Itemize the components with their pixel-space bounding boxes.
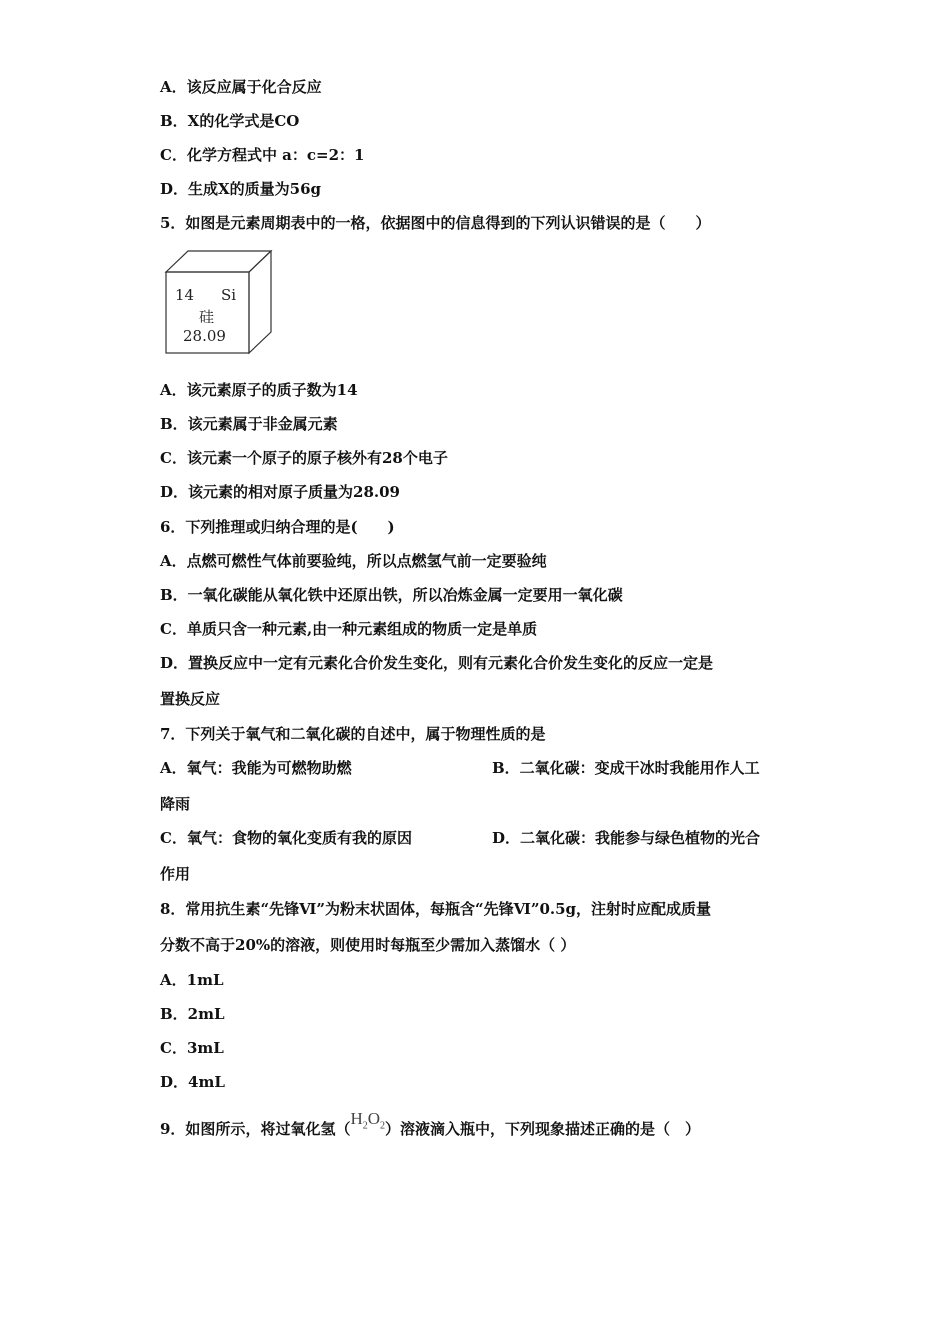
- formula-o: O: [367, 1109, 381, 1128]
- h2o2-formula: [350, 1109, 386, 1132]
- element-name: 硅: [199, 308, 215, 326]
- q8-option-a: A．1mL: [160, 971, 224, 989]
- q9-stem: [160, 1109, 701, 1146]
- q6-option-c: C．单质只含一种元素,由一种元素组成的物质一定是单质: [160, 620, 538, 638]
- q4-option-b: B．X的化学式是CO: [160, 112, 300, 130]
- q4-option-a: A．该反应属于化合反应: [160, 78, 322, 96]
- q6-option-a: A．点燃可燃性气体前要验纯，所以点燃氢气前一定要验纯: [160, 552, 547, 570]
- q7-option-b-line1: B．二氧化碳：变成干冰时我能用作人工: [492, 759, 760, 777]
- q9-stem-suffix: ）溶液滴入瓶中，下列现象描述正确的是（ ）: [385, 1120, 701, 1138]
- atomic-number: 14: [175, 286, 195, 304]
- q7-option-c: C．氧气：食物的氧化变质有我的原因: [160, 829, 412, 847]
- q4-option-d: D．生成X的质量为56g: [160, 180, 322, 198]
- formula-sub2: 2: [380, 1120, 386, 1132]
- q5-stem: 5．如图是元素周期表中的一格，依据图中的信息得到的下列认识错误的是（ ）: [160, 214, 711, 232]
- q8-stem-line2: 分数不高于20%的溶液，则使用时每瓶至少需加入蒸馏水（ ）: [160, 936, 576, 954]
- q5-option-d: D．该元素的相对原子质量为28.09: [160, 483, 400, 501]
- q7-stem: 7．下列关于氧气和二氧化碳的自述中，属于物理性质的是: [160, 725, 546, 743]
- q9-stem-prefix: 9．如图所示，将过氧化氢（: [160, 1120, 351, 1138]
- q6-option-b: B．一氧化碳能从氧化铁中还原出铁，所以冶炼金属一定要用一氧化碳: [160, 586, 623, 604]
- q8-option-d: D．4mL: [160, 1073, 225, 1091]
- formula-h: H: [350, 1109, 363, 1128]
- q5-option-b: B．该元素属于非金属元素: [160, 415, 338, 433]
- q4-option-c: C．化学方程式中 a：c=2：1: [160, 146, 365, 164]
- q8-stem-line1: 8．常用抗生素“先锋Ⅵ”为粉末状固体，每瓶含“先锋Ⅵ”0.5g，注射时应配成质量: [160, 900, 712, 918]
- q6-option-d-line2: 置换反应: [160, 690, 221, 708]
- formula-sub1: 2: [362, 1120, 368, 1132]
- q7-option-d-line2: 作用: [160, 865, 191, 883]
- atomic-mass: 28.09: [183, 327, 226, 345]
- periodic-table-cell: [163, 250, 275, 356]
- q6-stem: 6．下列推理或归纳合理的是( ): [160, 518, 395, 536]
- q7-option-a: A．氧气：我能为可燃物助燃: [160, 759, 352, 777]
- q7-option-d-line1: D．二氧化碳：我能参与绿色植物的光合: [492, 829, 761, 847]
- q8-option-b: B．2mL: [160, 1005, 225, 1023]
- q7-option-b-line2: 降雨: [160, 795, 191, 813]
- q6-option-d-line1: D．置换反应中一定有元素化合价发生变化，则有元素化合价发生变化的反应一定是: [160, 654, 714, 672]
- q8-option-c: C．3mL: [160, 1039, 224, 1057]
- element-symbol: Si: [221, 286, 237, 304]
- q5-option-c: C．该元素一个原子的原子核外有28个电子: [160, 449, 448, 467]
- q5-option-a: A．该元素原子的质子数为14: [160, 381, 358, 399]
